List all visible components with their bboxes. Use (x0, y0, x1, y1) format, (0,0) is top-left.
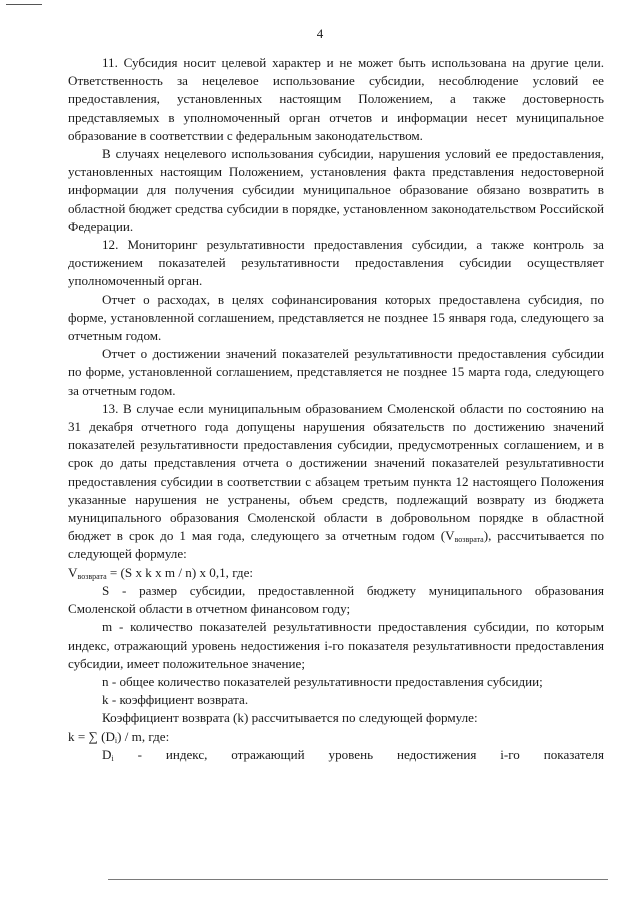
return-volume-formula (68, 564, 604, 582)
definition-di (68, 746, 604, 764)
coefficient-formula-left: k = ∑ (D (68, 728, 115, 744)
definition-di-subscript: i (111, 753, 114, 763)
definition-s: S - размер субсидии, предоставленной бюджету муниципального образования Смоленской области в отчетном финансовом году; (68, 582, 604, 617)
coefficient-formula (68, 728, 604, 746)
paragraph-12-expense-report: Отчет о расходах, в целях софинансирования которых предоставлена субсидия, по форме, установленной соглашением, представляется не позднее 15 января года, следующего за отчетным годом. (68, 291, 604, 344)
paragraph-13-text: 13. В случае если муниципальным образованием Смоленской области по состоянию на 31 декабря отчетного года допущены нарушения обязательств по достижению значений показателей результативности предоставления субсидии, предусмотренных соглашением, и в срок до даты представления отчета о достижении значений показателей результативности предоставления субсидии в соответствии с абзацем третьим пункта 12 настоящего Положения указанные нарушения не устранены, объем средств, подлежащий возврату из бюджета муниципального образования Смоленской области в добровольном порядке в областной бюджет в срок до 1 мая года, следующего за отчетным годом (V (68, 400, 604, 544)
paragraph-13 (68, 400, 604, 564)
paragraph-12-results-report: Отчет о достижении значений показателей результативности предоставления субсидии по форме, установленной соглашением, представляется не позднее 15 марта года, следующего за отчетным годом. (68, 346, 604, 398)
formula-expression: = (S x k x m / n) x 0,1, где: (106, 564, 254, 580)
definition-m: m - количество показателей результативности предоставления субсидии, по которым индекс, отражающий уровень недостижения i-го показателя результативности предоставления субсидии, имеет положительное значение; (68, 619, 604, 671)
definition-k: k - коэффициент возврата. (102, 692, 249, 708)
definition-di-text: - индекс, отражающий уровень недостижения i-го показателя (113, 746, 604, 762)
paragraph-12: 12. Мониторинг результативности предоставления субсидии, а также контроль за достижением показателей результативности предоставления субсидии осуществляет уполномоченный орган. (68, 237, 604, 289)
coefficient-formula-subscript: i (114, 735, 118, 745)
formula-variable-subscript: возврата (77, 571, 107, 581)
definition-di-variable: D (102, 746, 112, 762)
coefficient-formula-right: ) / m, где: (117, 728, 170, 744)
paragraph-11: 11. Субсидия носит целевой характер и не может быть использована на другие цели. Ответственность за нецелевое использование субсидии, несоблюдение условий ее предоставления, установленных настоящим Положением, а также достоверность представляемых в уполномоченный орган отчетов и информации несет муниципальное образование в соответствии с федеральным законодательством. (68, 55, 604, 143)
top-rule (6, 4, 42, 5)
bottom-rule (108, 879, 608, 880)
paragraph-11-return: В случаях нецелевого использования субсидии, нарушения условий ее предоставления, установленных настоящим Положением, установления факта представления недостоверной информации для получения субсидии муниципальное образование обязано возвратить в областной бюджет средства субсидии в порядке, установленном законодательством Российской Федерации. (68, 146, 604, 234)
formula-variable: V (68, 564, 78, 580)
paragraph-13-tail: ), рассчитывается по следующей формуле: (68, 528, 604, 562)
coefficient-intro: Коэффициент возврата (k) рассчитывается по следующей формуле: (102, 710, 478, 726)
paragraph-13-subscript: возврата (454, 535, 484, 545)
page-number: 4 (316, 26, 324, 41)
document-body (68, 54, 604, 764)
definition-n: n - общее количество показателей результативности предоставления субсидии; (102, 673, 543, 689)
